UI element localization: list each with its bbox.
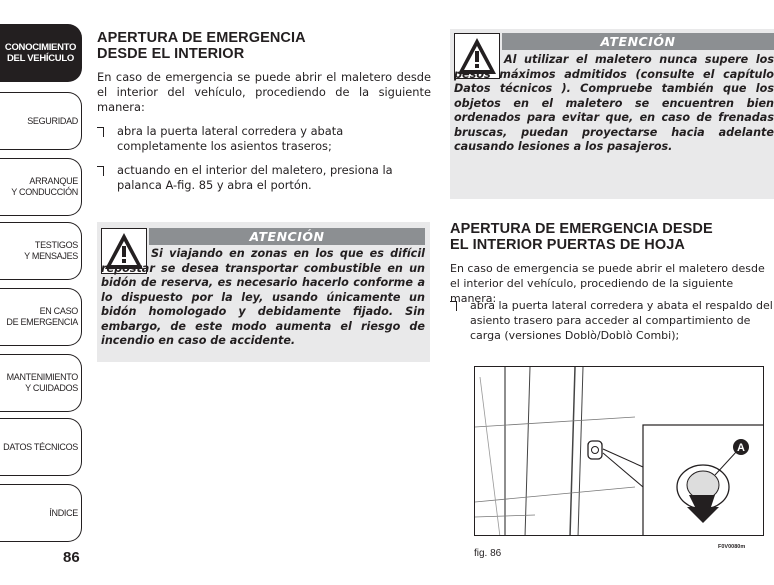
door-latch-illustration (475, 367, 764, 536)
tab-en-caso-de-emergencia[interactable] (0, 288, 82, 346)
right-bullet-1 (450, 298, 774, 343)
tab-conocimiento-del-vehiculo[interactable] (0, 24, 82, 82)
tab-label: ARRANQUE Y CONDUCCIÓN (11, 176, 78, 197)
figure-code: F0V0080m (718, 544, 746, 550)
tab-datos-tecnicos[interactable] (0, 418, 82, 476)
tab-label: EN CASO DE EMERGENCIA (6, 306, 78, 327)
bullet-mark (97, 166, 104, 176)
tab-label: CONOCIMIENTO DEL VEHÍCULO (4, 42, 77, 64)
tab-label: DATOS TÉCNICOS (3, 441, 78, 452)
callout-a-label: A (737, 442, 745, 454)
tab-arranque-y-conduccion[interactable] (0, 158, 82, 216)
bullet-text: abra la puerta lateral corredera y abata completamente los asientos traseros; (117, 124, 344, 153)
right-warning-box (450, 29, 774, 199)
left-warning-box (97, 222, 430, 362)
left-section-heading: APERTURA DE EMERGENCIA DESDE EL INTERIOR (97, 30, 306, 62)
warning-title: ATENCIÓN (502, 33, 774, 50)
figure-86-illustration (474, 366, 764, 536)
right-section-heading: APERTURA DE EMERGENCIA DESDE EL INTERIOR PUERTAS DE HOJA (450, 221, 713, 253)
tab-seguridad[interactable] (0, 92, 82, 150)
left-intro-paragraph: En caso de emergencia se puede abrir el maletero desde el interior del vehículo, procediendo de la siguiente manera: (97, 70, 431, 114)
warning-text: Al utilizar el maletero nunca supere los pesos máximos admitidos (consulte el capítulo Datos técnicos ). Compruebe también que los objetos en el maletero se encuentren bien ordenados para evitar que, en caso de frenadas bruscas, puedan proyectarse hacia adelante causando lesiones a los pasajeros. (454, 53, 774, 153)
tab-indice[interactable] (0, 484, 82, 542)
bullet-mark (450, 301, 457, 311)
page-number: 86 (63, 549, 80, 566)
bullet-mark (97, 127, 104, 137)
bullet-text: abra la puerta lateral corredera y abata el respaldo del asiento trasero para acceder al compartimiento de carga (versiones Doblò/Doblò Combi); (470, 299, 773, 342)
tab-label: TESTIGOS Y MENSAJES (24, 240, 78, 261)
right-intro-paragraph: En caso de emergencia se puede abrir el maletero desde el interior del vehículo, procediendo de la siguiente manera: (450, 262, 765, 305)
tab-label: ÍNDICE (49, 507, 78, 518)
tab-testigos-y-mensajes[interactable] (0, 222, 82, 280)
warning-text: Si viajando en zonas en los que es difícil repostar se desea transportar combustible en un bidón de reserva, es necesario hacerlo conforme a lo dispuesto por la ley, usando únicamente un bidón homologado y debidamente fijado. Sin embargo, de este modo aumenta el riesgo de incendio en caso de accidente. (101, 247, 425, 347)
left-bullet-2 (97, 163, 431, 193)
figure-label: fig. 86 (474, 548, 502, 559)
tab-label: MANTENIMIENTO Y CUIDADOS (6, 372, 78, 393)
bullet-text: actuando en el interior del maletero, presiona la palanca A-fig. 85 y abra el portón. (117, 163, 393, 192)
tab-label: SEGURIDAD (27, 115, 78, 126)
warning-title: ATENCIÓN (149, 228, 425, 245)
tab-mantenimiento-y-cuidados[interactable] (0, 354, 82, 412)
left-bullet-1 (97, 124, 431, 154)
section-tab-strip (0, 24, 84, 546)
